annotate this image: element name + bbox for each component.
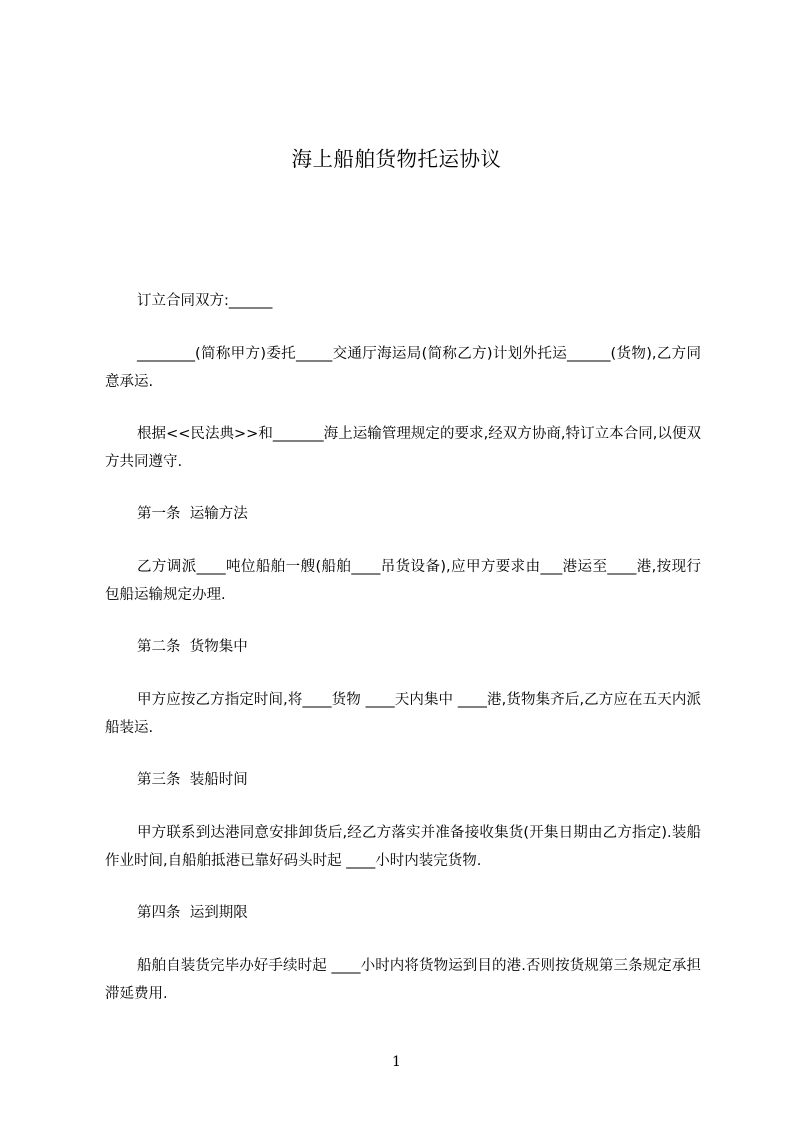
article-1-body: 乙方调派____吨位船舶一艘(船舶____吊货设备),应甲方要求由___港运至____港,按现行包船运输规定办理. — [105, 559, 701, 603]
article-1-heading: 第一条 运输方法 — [137, 506, 248, 522]
article-4-heading: 第四条 运到期限 — [137, 905, 248, 921]
article-3-body: 甲方联系到达港同意安排卸货后,经乙方落实并准备接收集货(开集日期由乙方指定).装船作业时间,自船舶抵港已靠好码头时起 ____小时内装完货物. — [105, 825, 701, 869]
paragraph-legal-basis: 根据<<民法典>>和_______海上运输管理规定的要求,经双方协商,特订立本合同,以便双方共同遵守. — [105, 426, 701, 470]
article-2-heading: 第二条 货物集中 — [137, 639, 248, 655]
parties-line: 订立合同双方:______ — [137, 293, 273, 309]
paragraph-entrustment: ________(简称甲方)委托_____交通厅海运局(简称乙方)计划外托运______(货物),乙方同意承运. — [105, 346, 701, 390]
article-4-body: 船舶自装货完毕办好手续时起 ____小时内将货物运到目的港.否则按货规第三条规定承担滞延费用. — [105, 958, 701, 1002]
page-number: 1 — [392, 1054, 401, 1070]
article-2-body: 甲方应按乙方指定时间,将____货物 ____天内集中 ____港,货物集齐后,乙方应在五天内派船装运. — [105, 692, 701, 736]
document-title: 海上船舶货物托运协议 — [291, 147, 502, 171]
article-3-heading: 第三条 装船时间 — [137, 772, 248, 788]
